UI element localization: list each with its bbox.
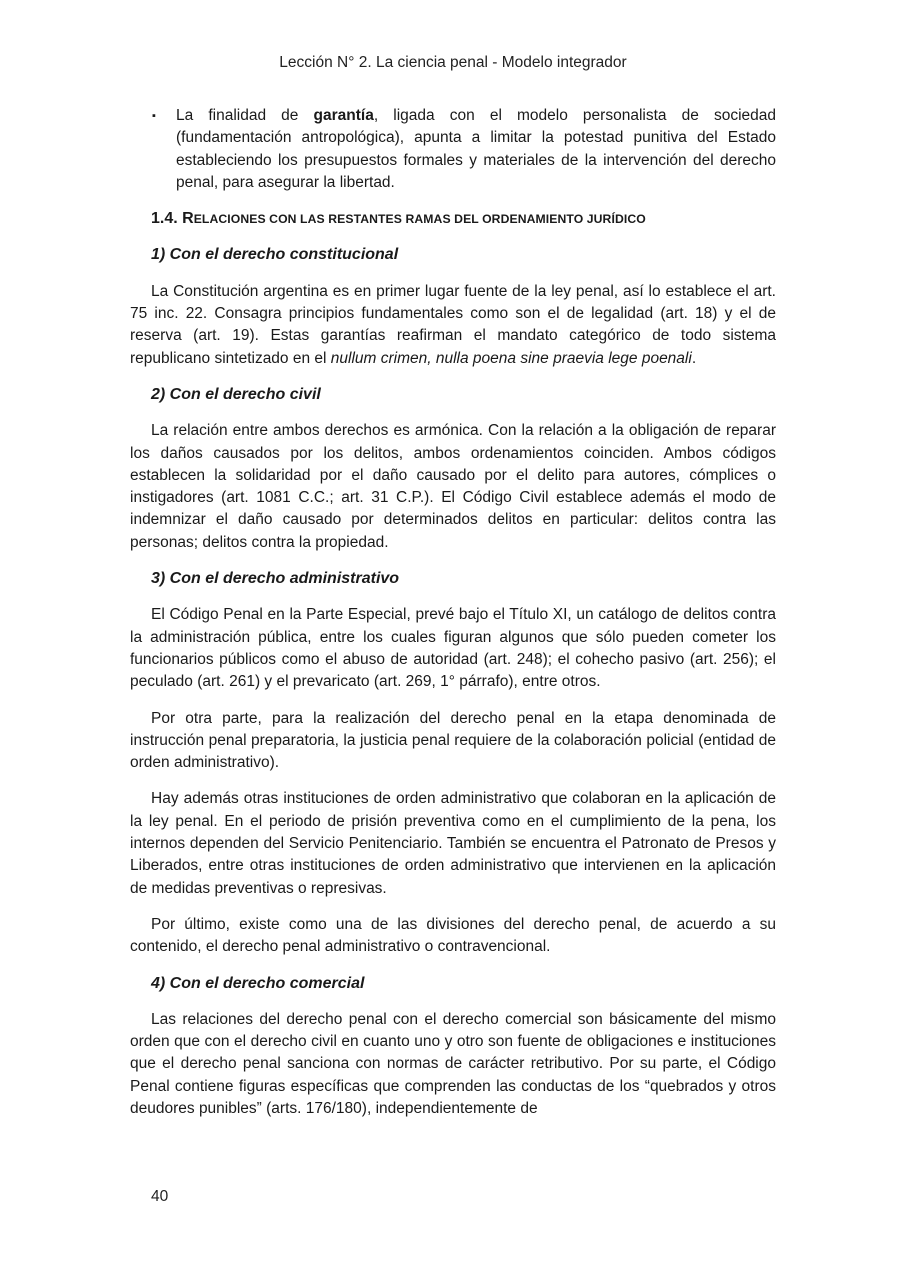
section-title: ELACIONES CON LAS RESTANTES RAMAS DEL ORDENAMIENTO JURÍDICO — [193, 212, 646, 227]
subheading-administrativo: 3) Con el derecho administrativo — [151, 570, 400, 588]
paragraph-end: . — [691, 349, 697, 367]
page-body — [130, 105, 776, 1134]
page-number: 40 — [151, 1188, 169, 1205]
paragraph-constitucional — [130, 281, 776, 370]
paragraph-comercial: Las relaciones del derecho penal con el derecho comercial son básicamente del mismo orden que con el derecho civil en cuanto uno y otro son fuente de obligaciones e instituciones que el derecho penal sanciona con normas de carácter retributivo. Por su parte, el Código Penal contiene figuras específicas que comprenden las conductas de los “quebrados y otros deudores punibles” (arts. 176/180), independientemente de — [130, 1010, 776, 1117]
subheading-civil: 2) Con el derecho civil — [151, 385, 321, 403]
paragraph-administrativo-4: Por último, existe como una de las divisiones del derecho penal, de acuerdo a su contenido, el derecho penal administrativo o contravencional. — [130, 915, 776, 956]
bullet-bold-term: garantía — [313, 107, 374, 124]
paragraph-administrativo-2: Por otra parte, para la realización del derecho penal en la etapa denominada de instrucción penal preparatoria, la justicia penal requiere de la colaboración policial (entidad de orden administrativo). — [130, 709, 776, 772]
running-header: Lección N° 2. La ciencia penal - Modelo integrador — [279, 54, 627, 71]
bullet-text-rest: , ligada con el modelo personalista de sociedad (fundamentación antropológica), apunta a limitar la potestad punitiva del Estado estableciendo los presupuestos formales y materiales de la intervención del derecho penal, para asegurar la libertad. — [176, 107, 776, 191]
paragraph-text: La Constitución argentina es en primer lugar fuente de la ley penal, así lo establece el art. 75 inc. 22. Consagra principios fundamentales como son el de legalidad (art. 18) y el de reserva (art. 19). Estas garantías reafirman el mandato categórico de todo sistema republicano sintetizado en el — [130, 282, 776, 367]
paragraph-civil: La relación entre ambos derechos es armónica. Con la relación a la obligación de reparar los daños causados por los delitos, ambos ordenamientos coinciden. Ambos códigos establecen la solidaridad por el daño causado por el delito para autores, cómplices o instigadores (art. 1081 C.C.; art. 31 C.P.). El Código Civil establece además el modo de indemnizar el daño causado por determinados delitos en particular: delitos contra las personas; delitos contra la propiedad. — [130, 422, 776, 551]
paragraph-administrativo-1: El Código Penal en la Parte Especial, prevé bajo el Título XI, un catálogo de delitos contra la administración pública, entre los cuales figuran algunos que sólo pueden cometer los funcionarios públicos como el abuso de autoridad (art. 248); el cohecho pasivo (art. 256); el peculado (art. 261) y el prevaricato (art. 269, 1° párrafo), entre otros. — [130, 606, 776, 691]
bullet-text-start: La finalidad de — [176, 107, 314, 124]
subheading-comercial: 4) Con el derecho comercial — [151, 974, 365, 992]
section-heading — [151, 208, 776, 230]
square-bullet-icon: ▪ — [152, 110, 156, 122]
paragraph-administrativo-3: Hay además otras instituciones de orden administrativo que colaboran en la aplicación de la ley penal. En el periodo de prisión preventiva como en el cumplimiento de la pena, los internos dependen del Servicio Penitenciario. También se encuentra el Patronato de Presos y Liberados, entre otras instituciones de orden administrativo que intervienen en la aplicación de medidas preventivas o represivas. — [130, 790, 776, 897]
bullet-item-garantia — [130, 105, 776, 194]
subheading-constitucional: 1) Con el derecho constitucional — [151, 246, 399, 264]
latin-maxim: nullum crimen, nulla poena sine praevia lege poenali — [330, 349, 692, 367]
section-number: 1.4. R — [151, 210, 194, 228]
